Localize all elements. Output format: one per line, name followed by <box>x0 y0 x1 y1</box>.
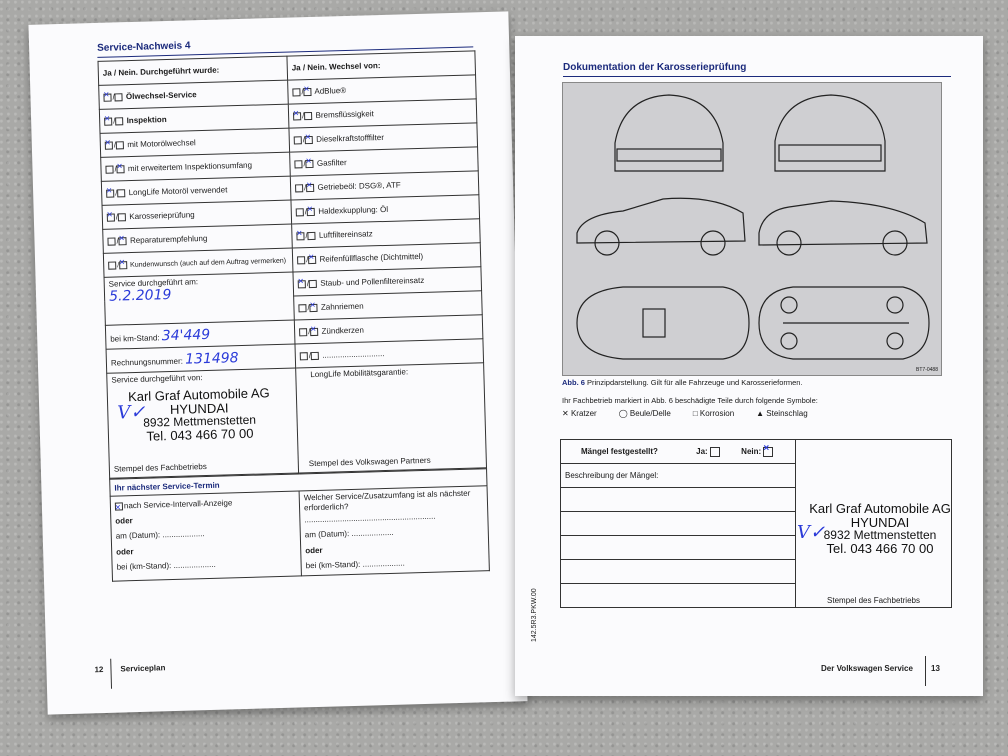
defects-question-cell <box>561 440 796 464</box>
checkbox[interactable] <box>294 136 302 144</box>
row-left: ×/ LongLife Motoröl verwendet <box>101 176 291 205</box>
stamp-label-left: Stempel des Fachbetriebs <box>113 462 207 474</box>
car-body-diagram <box>562 82 942 376</box>
checkbox[interactable] <box>296 232 304 240</box>
row-right: /× Reifenfüllflasche (Dichtmittel) <box>292 243 481 272</box>
yes-label: Ja: <box>696 446 708 456</box>
checkbox[interactable] <box>103 93 111 101</box>
checkbox[interactable] <box>295 184 303 192</box>
km-label: bei km-Stand: <box>110 332 160 344</box>
checkbox[interactable] <box>298 304 306 312</box>
next-service-title: Ihr nächster Service-Termin <box>110 469 487 497</box>
description-line[interactable] <box>561 560 796 584</box>
caption-text: Prinzipdarstellung. Gilt für alle Fahrzeuge und Karosserieformen. <box>587 378 803 387</box>
or-label: oder <box>115 516 133 526</box>
front-view-car <box>775 95 885 171</box>
diagram-code: BT7-0488 <box>916 367 938 373</box>
car-outline-svg <box>563 83 941 375</box>
col2-header: Ja / Nein. Wechsel von: <box>287 51 476 80</box>
checkbox[interactable] <box>115 117 123 125</box>
or-label: oder <box>305 545 323 555</box>
description-label: Beschreibung der Mängel: <box>561 464 796 488</box>
footer-divider <box>110 659 112 689</box>
col1-header: Ja / Nein. Durchgeführt wurde: <box>98 56 288 85</box>
stamp-label-right: Stempel des Volkswagen Partners <box>308 455 431 469</box>
row-right: /× Getriebeöl: DSG®, ATF <box>290 171 479 200</box>
no-checkbox[interactable] <box>763 447 773 457</box>
checkbox[interactable] <box>117 165 125 173</box>
row-right: /× Dieselkraftstofffilter <box>289 123 478 152</box>
service-date-cell <box>104 272 294 325</box>
checkbox[interactable] <box>106 189 114 197</box>
next-left-cell <box>110 491 301 581</box>
caption-label: Abb. 6 <box>562 378 585 387</box>
checkbox[interactable] <box>104 117 112 125</box>
row-left: ×/ mit Motorölwechsel <box>100 128 290 157</box>
legend-corrosion: □ Korrosion <box>692 409 735 418</box>
next-km-field[interactable]: bei (km-Stand): ................... <box>116 559 216 572</box>
left-footer-text: Serviceplan <box>120 663 166 674</box>
checkbox[interactable] <box>294 160 302 168</box>
checkbox[interactable] <box>119 261 127 269</box>
checkbox[interactable] <box>298 280 306 288</box>
checkbox[interactable] <box>299 328 307 336</box>
side-code: 142.5R3.PKW.00 <box>531 588 538 642</box>
checkbox[interactable] <box>107 237 115 245</box>
km-value[interactable]: 34'449 <box>161 326 211 344</box>
diagram-caption <box>562 378 803 387</box>
longlife-label: LongLife Mobilitätsgarantie: <box>310 367 409 380</box>
longlife-cell <box>296 363 487 473</box>
stamp-line: Tel. 043 466 70 00 <box>826 540 934 556</box>
signature-left: V✓ <box>117 401 146 424</box>
checkbox[interactable] <box>105 141 113 149</box>
row-right: × / Luftfiltereinsatz <box>292 219 481 248</box>
row-left: /× Kundenwunsch (auch auf dem Auftrag vermerken) <box>103 248 293 277</box>
row-left: ×/ Inspektion <box>99 104 289 133</box>
top-view-car <box>577 287 749 359</box>
no-label: Nein: <box>741 446 762 456</box>
legend-stonechip: ▲ Steinschlag <box>756 409 808 418</box>
checkbox[interactable] <box>105 165 113 173</box>
checkbox[interactable] <box>300 352 308 360</box>
row-left: ×/ Karosserieprüfung <box>102 200 292 229</box>
legend-intro: Ihr Fachbetrieb markiert in Abb. 6 beschädigte Teile durch folgende Symbole: <box>562 396 818 405</box>
row-left: /× Reparaturempfehlung <box>103 224 293 253</box>
row-right: /× Gasfilter <box>290 147 479 176</box>
service-date-value[interactable]: 5.2.2019 <box>108 286 172 305</box>
checkbox[interactable] <box>117 189 125 197</box>
rear-view-car <box>615 95 723 171</box>
checkbox[interactable] <box>297 256 305 264</box>
invoice-label: Rechnungsnummer: <box>110 356 184 368</box>
legend-scratch: ✕ Kratzer <box>562 409 597 418</box>
checkbox[interactable] <box>296 208 304 216</box>
checkbox[interactable] <box>118 213 126 221</box>
stamp-line: 8932 Mettmenstetten <box>823 528 937 543</box>
next-interval-label: nach Service-Intervall-Anzeige <box>123 498 233 511</box>
row-left: ×/ Ölwechsel-Service <box>99 80 289 109</box>
row-right: /× AdBlue® <box>288 75 477 104</box>
left-page <box>28 11 527 714</box>
next-km-field[interactable]: bei (km-Stand): ................... <box>305 558 405 571</box>
stamp-line: Karl Graf Automobile AG <box>809 501 951 516</box>
checkbox[interactable] <box>119 237 127 245</box>
checkbox[interactable] <box>308 256 316 264</box>
stamp-line: HYUNDAI <box>169 400 229 417</box>
checkbox[interactable] <box>305 136 313 144</box>
right-page-number: 13 <box>931 664 940 673</box>
side-view-right-car <box>759 201 927 245</box>
yes-checkbox[interactable] <box>710 447 720 457</box>
checkbox[interactable] <box>310 304 318 312</box>
checkbox[interactable] <box>309 280 317 288</box>
next-right-cell <box>299 486 489 576</box>
next-service-field[interactable]: ........................................................... <box>304 511 436 525</box>
legend-dent: ◯ Beule/Delle <box>618 409 671 418</box>
next-date-field[interactable]: am (Datum): ................... <box>115 529 205 541</box>
description-line[interactable] <box>561 512 796 536</box>
checkbox[interactable] <box>304 112 312 120</box>
row-right: /× Zündkerzen <box>294 315 483 344</box>
defects-label: Mängel festgestellt? <box>581 446 658 456</box>
right-footer-text: Der Volkswagen Service <box>821 664 913 673</box>
row-right: /× Haldexkupplung: Öl <box>291 195 480 224</box>
invoice-value[interactable]: 131498 <box>184 349 239 368</box>
checkbox[interactable] <box>306 160 314 168</box>
checkbox[interactable] <box>107 213 115 221</box>
stamp-line: Tel. 043 466 70 00 <box>146 425 254 444</box>
checkbox[interactable] <box>292 88 300 96</box>
checkbox[interactable] <box>308 232 316 240</box>
stamp-line: Karl Graf Automobile AG <box>127 385 270 405</box>
stamp-label-right: Stempel des Fachbetriebs <box>827 596 920 605</box>
stamp-line: 8932 Mettmenstetten <box>143 412 257 431</box>
row-right: ×/ Staub- und Pollenfiltereinsatz <box>293 267 482 296</box>
service-date-label: Service durchgeführt am: <box>108 277 199 289</box>
footer-divider <box>925 656 926 686</box>
done-by-label: Service durchgeführt von: <box>111 373 203 385</box>
stamp-line: HYUNDAI <box>850 514 910 530</box>
description-line[interactable] <box>561 488 796 512</box>
description-line[interactable] <box>561 584 796 608</box>
or-label: oder <box>116 546 134 557</box>
left-page-number: 12 <box>94 664 104 675</box>
side-view-left-car <box>577 198 745 243</box>
checkbox[interactable] <box>115 93 123 101</box>
description-line[interactable] <box>561 536 796 560</box>
right-page <box>515 36 983 696</box>
checkbox[interactable] <box>307 208 315 216</box>
checkbox[interactable] <box>116 141 124 149</box>
row-right: / ............................ <box>295 339 484 368</box>
right-section-title: Dokumentation der Karosserieprüfung <box>563 62 747 73</box>
next-service-question: Welcher Service/Zusatzumfang ist als nächster erforderlich? <box>303 488 471 512</box>
row-left: /× mit erweitertem Inspektionsumfang <box>101 152 291 181</box>
row-right: /× Zahnriemen <box>294 291 483 320</box>
checkbox[interactable] <box>293 112 301 120</box>
row-right: × / Bremsflüssigkeit <box>288 99 477 128</box>
checkbox[interactable] <box>108 261 116 269</box>
next-date-field[interactable]: am (Datum): ................... <box>304 528 394 540</box>
next-service-table <box>109 468 490 581</box>
checkbox[interactable] <box>311 352 319 360</box>
signature-right: V✓ <box>797 522 826 543</box>
checkbox[interactable] <box>306 184 314 192</box>
checkbox[interactable] <box>304 88 312 96</box>
title-rule <box>563 76 951 77</box>
left-section-title: Service-Nachweis 4 <box>96 40 191 54</box>
checkbox[interactable] <box>115 502 123 510</box>
symbol-legend <box>562 409 808 418</box>
checkbox[interactable] <box>310 328 318 336</box>
